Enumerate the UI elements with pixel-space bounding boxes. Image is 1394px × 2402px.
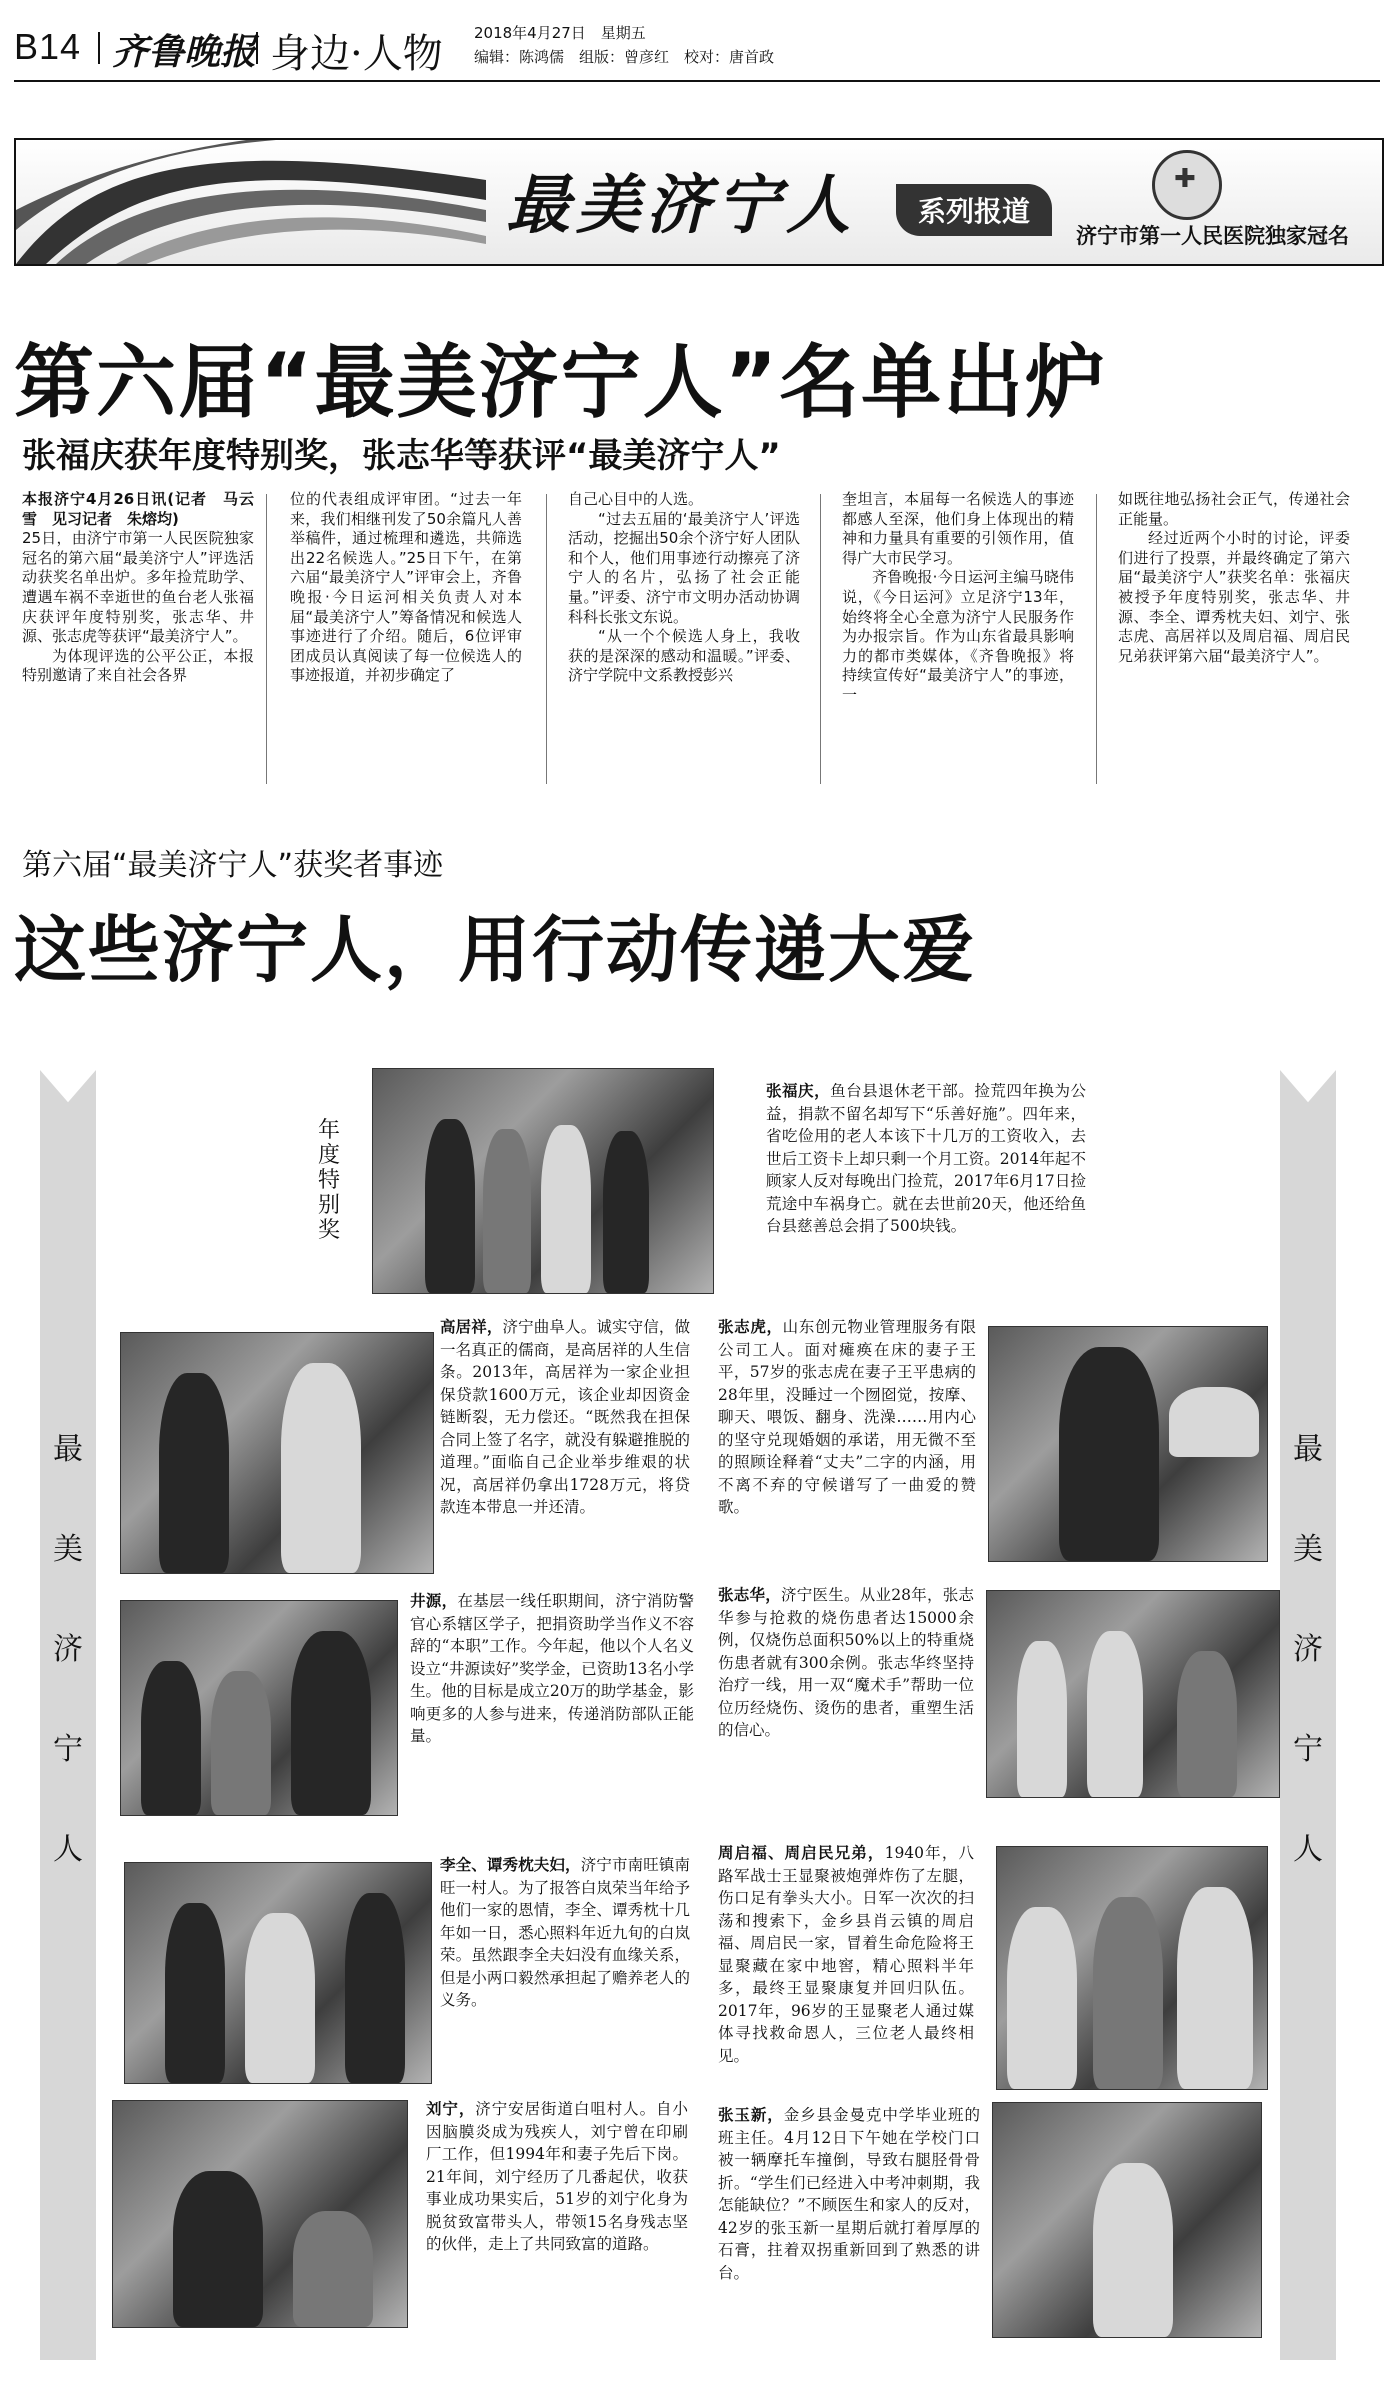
special-award-label: 年度特别奖 [318, 1118, 341, 1243]
ribbon-char: 人 [1293, 1832, 1323, 1867]
header-divider-2 [256, 32, 258, 64]
photo-li-quan [124, 1862, 432, 2084]
article-paragraph: 为体现评选的公平公正，本报特别邀请了来自社会各界 [22, 646, 254, 685]
issue-date: 2018年4月27日 星期五 [474, 24, 646, 42]
awardee-name: 张志华， [718, 1586, 782, 1604]
header-rule [14, 80, 1380, 82]
main-headline: 第六届“最美济宁人”名单出炉 [14, 336, 1108, 429]
award-text: 1940年，八路军战士王显聚被炮弹炸伤了左腿，伤口足有拳头大小。日军一次次的扫荡和搜索下，金乡县肖云镇的周启福、周启民一家，冒着生命危险将王显聚藏在家中地窖，精心照料半年多，最终王显聚康复并回归队伍。2017年，96岁的王显聚老人通过媒体寻找救命恩人，三位老人最终相见。 [718, 1844, 974, 2065]
newspaper-name: 齐鲁晚报 [112, 31, 257, 73]
photo-liu-ning [112, 2100, 408, 2328]
award-zhang-yuxin [718, 2104, 980, 2284]
article-paragraph: 自己心目中的人选。 [568, 490, 704, 508]
article-paragraph: 位的代表组成评审团。“过去一年来，我们相继刊发了50余篇凡人善举稿件，通过梳理和遴选，共筛选出22名候选人。”25日下午，在第六届“最美济宁人”评审会上，齐鲁晚报·今日运河相关负责人对本届“最美济宁人”筹备情况和候选人事迹进行了介绍。随后，6位评审团成员认真阅读了每一位候选人的事迹报道，并初步确定了 [290, 490, 522, 685]
banner-swirl-graphic [16, 140, 486, 264]
ribbon-char: 人 [53, 1832, 83, 1867]
article-column-4 [842, 490, 1074, 706]
page-number: B14 [14, 26, 82, 67]
series-tag: 系列报道 [896, 184, 1052, 236]
award-li-quan [440, 1854, 690, 2012]
awardee-name: 张玉新， [718, 2106, 784, 2124]
article-column-2 [290, 490, 522, 686]
photo-zhang-yuxin [992, 2102, 1262, 2338]
ribbon-char: 宁 [1293, 1732, 1323, 1767]
award-zhang-zhihua [718, 1584, 974, 1742]
ribbon-char: 宁 [53, 1732, 83, 1767]
award-text: 济宁医生。从业28年，张志华参与抢救的烧伤患者达15000余例，仅烧伤总面积50%以上的特重烧伤患者就有300余例。张志华终坚持治疗一线，用一双“魔术手”帮助一位位历经烧伤、烫伤的患者，重塑生活的信心。 [718, 1586, 974, 1739]
ribbon-char: 美 [53, 1532, 83, 1567]
awardee-name: 刘宁， [426, 2100, 476, 2118]
right-ribbon-text [1280, 1400, 1336, 1900]
award-text: 济宁市南旺镇南旺一村人。为了报答白岚荣当年给予他们一家的恩情，李全、谭秀枕十几年如一日，悉心照料年近九旬的白岚荣。虽然跟李全夫妇没有血缘关系，但是小两口毅然承担起了赡养老人的义务。 [440, 1856, 690, 2009]
awardee-name: 张福庆， [766, 1082, 831, 1100]
ribbon-char: 济 [53, 1632, 83, 1667]
article-paragraph: “过去五届的‘最美济宁人’评选活动，挖掘出50余个济宁好人团队和个人，他们用事迹行动擦亮了济宁人的名片，弘扬了社会正能量。”评委、济宁市文明办活动协调科科长张文东说。 [568, 509, 800, 626]
article-column-1 [22, 490, 254, 686]
award-text: 济宁曲阜人。诚实守信，做一名真正的儒商，是高居祥的人生信条。2013年，高居祥为一家企业担保贷款1600万元，该企业却因资金链断裂，无力偿还。“既然我在担保合同上签了名字，就没有躲避推脱的道理。”面临自己企业举步维艰的状况，高居祥仍拿出1728万元，将贷款连本带息一并还清。 [440, 1318, 690, 1516]
section-name: 身边·人物 [270, 31, 443, 77]
column-rule [266, 494, 267, 784]
award-jing-yuan [410, 1590, 694, 1748]
award-text: 在基层一线任职期间，济宁消防警官心系辖区学子，把捐资助学当作义不容辞的“本职”工作。今年起，他以个人名义设立“井源读好”奖学金，已资助13名小学生。他的目标是成立20万的助学基金，影响更多的人参与进来，传递消防部队正能量。 [410, 1592, 694, 1745]
stories-headline: 这些济宁人，用行动传递大爱 [14, 908, 977, 992]
column-rule [1096, 494, 1097, 784]
photo-zhang-fuqing [372, 1068, 714, 1294]
ribbon-char: 最 [1293, 1432, 1323, 1467]
column-rule [820, 494, 821, 784]
ribbon-char: 济 [1293, 1632, 1323, 1667]
article-paragraph: 25日，由济宁市第一人民医院独家冠名的第六届“最美济宁人”评选活动获奖名单出炉。多年捡荒助学、遭遇车祸不幸逝世的鱼台老人张福庆获评年度特别奖，张志华、井源、张志虎等获评“最美济宁人”。 [22, 529, 254, 646]
banner-title: 最美济宁人 [506, 168, 856, 243]
article-paragraph: 奎坦言，本届每一名候选人的事迹都感人至深，他们身上体现出的精神和力量具有重要的引领作用，值得广大市民学习。 [842, 490, 1074, 567]
awardee-name: 周启福、周启民兄弟， [718, 1844, 885, 1862]
awardee-name: 张志虎， [718, 1318, 783, 1336]
award-zhang-zhihu [718, 1316, 976, 1519]
article-paragraph: 齐鲁晚报·今日运河主编马晓伟说，《今日运河》立足济宁13年，始终将全心全意为济宁人民服务作为办报宗旨。作为山东省最具影响力的都市类媒体，《齐鲁晚报》将持续宣传好“最美济宁人”的事迹，一 [842, 568, 1074, 704]
ribbon-char: 美 [1293, 1532, 1323, 1567]
photo-zhang-zhihua [986, 1590, 1280, 1798]
stories-kicker: 第六届“最美济宁人”获奖者事迹 [22, 848, 444, 883]
award-text: 鱼台县退休老干部。捡荒四年换为公益，捐款不留名却写下“乐善好施”。四年来，省吃俭用的老人本该下十几万的工资收入，去世后工资卡上却只剩一个月工资。2014年起不顾家人反对每晚出门捡荒，2017年6月17日捡荒途中车祸身亡。就在去世前20天，他还给鱼台县慈善总会捐了500块钱。 [766, 1082, 1086, 1235]
column-rule [546, 494, 547, 784]
article-paragraph: 经过近两个小时的讨论，评委们进行了投票，并最终确定了第六届“最美济宁人”获奖名单：张福庆被授予年度特别奖，张志华、井源、李全、谭秀枕夫妇、刘宁、张志虎、高居祥以及周启福、周启民兄弟获评第六届“最美济宁人”。 [1118, 529, 1350, 665]
award-zhang-fuqing [766, 1080, 1086, 1238]
article-paragraph: “从一个个候选人身上，我收获的是深深的感动和温暖。”评委、济宁学院中文系教授彭兴 [568, 627, 800, 685]
award-text: 济宁安居街道白咀村人。自小因脑膜炎成为残疾人，刘宁曾在印刷厂工作，但1994年和妻子先后下岗。21年间，刘宁经历了几番起伏，收获事业成功果实后，51岁的刘宁化身为脱贫致富带头人，带领15名身残志坚的伙伴，走上了共同致富的道路。 [426, 2100, 688, 2253]
photo-zhang-zhihu [988, 1326, 1268, 1562]
banner-sponsor: 济宁市第一人民医院独家冠名 [1076, 224, 1349, 248]
header-divider [98, 32, 100, 64]
article-column-3 [568, 490, 800, 686]
award-text: 山东创元物业管理服务有限公司工人。面对瘫痪在床的妻子王平，57岁的张志虎在妻子王平患病的28年里，没睡过一个囫囵觉，按摩、聊天、喂饭、翻身、洗澡……用内心的坚守兑现婚姻的承诺，用无微不至的照顾诠释着“丈夫”二字的内涵，用不离不弃的守候谱写了一曲爱的赞歌。 [718, 1318, 976, 1516]
photo-jing-yuan [120, 1600, 398, 1816]
award-gao-juxiang [440, 1316, 690, 1519]
awardee-name: 高居祥， [440, 1318, 503, 1336]
award-text: 金乡县金曼克中学毕业班的班主任。4月12日下午她在学校门口被一辆摩托车撞倒，导致右腿胫骨骨折。“学生们已经进入中考冲刺期，我怎能缺位？”不顾医生和家人的反对，42岁的张玉新一星期后就打着厚厚的石膏，拄着双拐重新回到了熟悉的讲台。 [718, 2106, 980, 2282]
photo-zhou-brothers [996, 1846, 1268, 2090]
series-banner [14, 138, 1384, 266]
award-zhou-brothers [718, 1842, 974, 2067]
awardee-name: 李全、谭秀枕夫妇， [440, 1856, 581, 1874]
award-liu-ning [426, 2098, 688, 2256]
medical-cross-icon: ✚ [1174, 164, 1196, 194]
article-byline: 本报济宁4月26日讯(记者 马云雪 见习记者 朱熔均) [22, 490, 254, 528]
editor-credits: 编辑：陈鸿儒 组版：曾彦红 校对：唐首政 [474, 48, 775, 66]
article-paragraph: 如既往地弘扬社会正气，传递社会正能量。 [1118, 490, 1350, 528]
awardee-name: 井源， [410, 1592, 458, 1610]
article-column-5 [1118, 490, 1350, 666]
sub-headline: 张福庆获年度特别奖，张志华等获评“最美济宁人” [22, 436, 781, 476]
left-ribbon-text [40, 1400, 96, 1900]
ribbon-char: 最 [53, 1432, 83, 1467]
photo-gao-juxiang [120, 1332, 434, 1574]
